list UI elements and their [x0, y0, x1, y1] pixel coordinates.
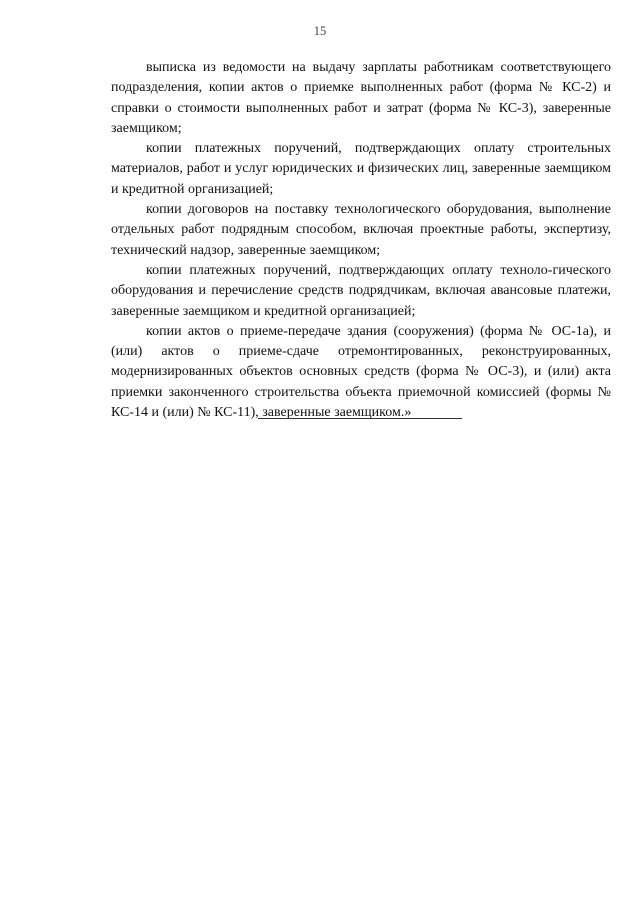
document-body: [111, 58, 611, 423]
paragraph-payment-orders-equipment: копии платежных поручений, подтверждающих оплату техноло-гического оборудования и перечисление средств подрядчикам, включая авансовые платежи, заверенные заемщиком и кредитной организацией;: [111, 262, 611, 319]
paragraph-payroll-statement: выписка из ведомости на выдачу зарплаты работникам соответствующего подразделения, копии актов о приемке выполненных работ (форма № КС-2) и справки о стоимости выполненных работ и затрат (форма № КС-3), заверенные заемщиком;: [111, 60, 611, 136]
paragraph-payment-orders-materials: копии платежных поручений, подтверждающих оплату строительных материалов, работ и услуг юридических и физических лиц, заверенные заемщиком и кредитной организацией;: [111, 141, 611, 197]
paragraph-acceptance-acts: копии актов о приеме-передаче здания (сооружения) (форма № ОС-1а), и (или) актов о приеме-сдаче отремонтированных, реконструированных, модернизированных объектов основных средств (форма № ОС-3), и (или) акта приемки законченного строительства объекта приемочной комиссией (формы № КС-14 и (или) № КС-11), заверенные заемщиком.»: [111, 323, 611, 421]
page-number: 15: [313, 24, 327, 38]
closing-divider: [258, 418, 462, 419]
paragraph-equipment-contracts: копии договоров на поставку технологического оборудования, выполнение отдельных работ подрядным способом, включая проектные работы, экспертизу, технический надзор, заверенные заемщиком;: [111, 202, 611, 258]
